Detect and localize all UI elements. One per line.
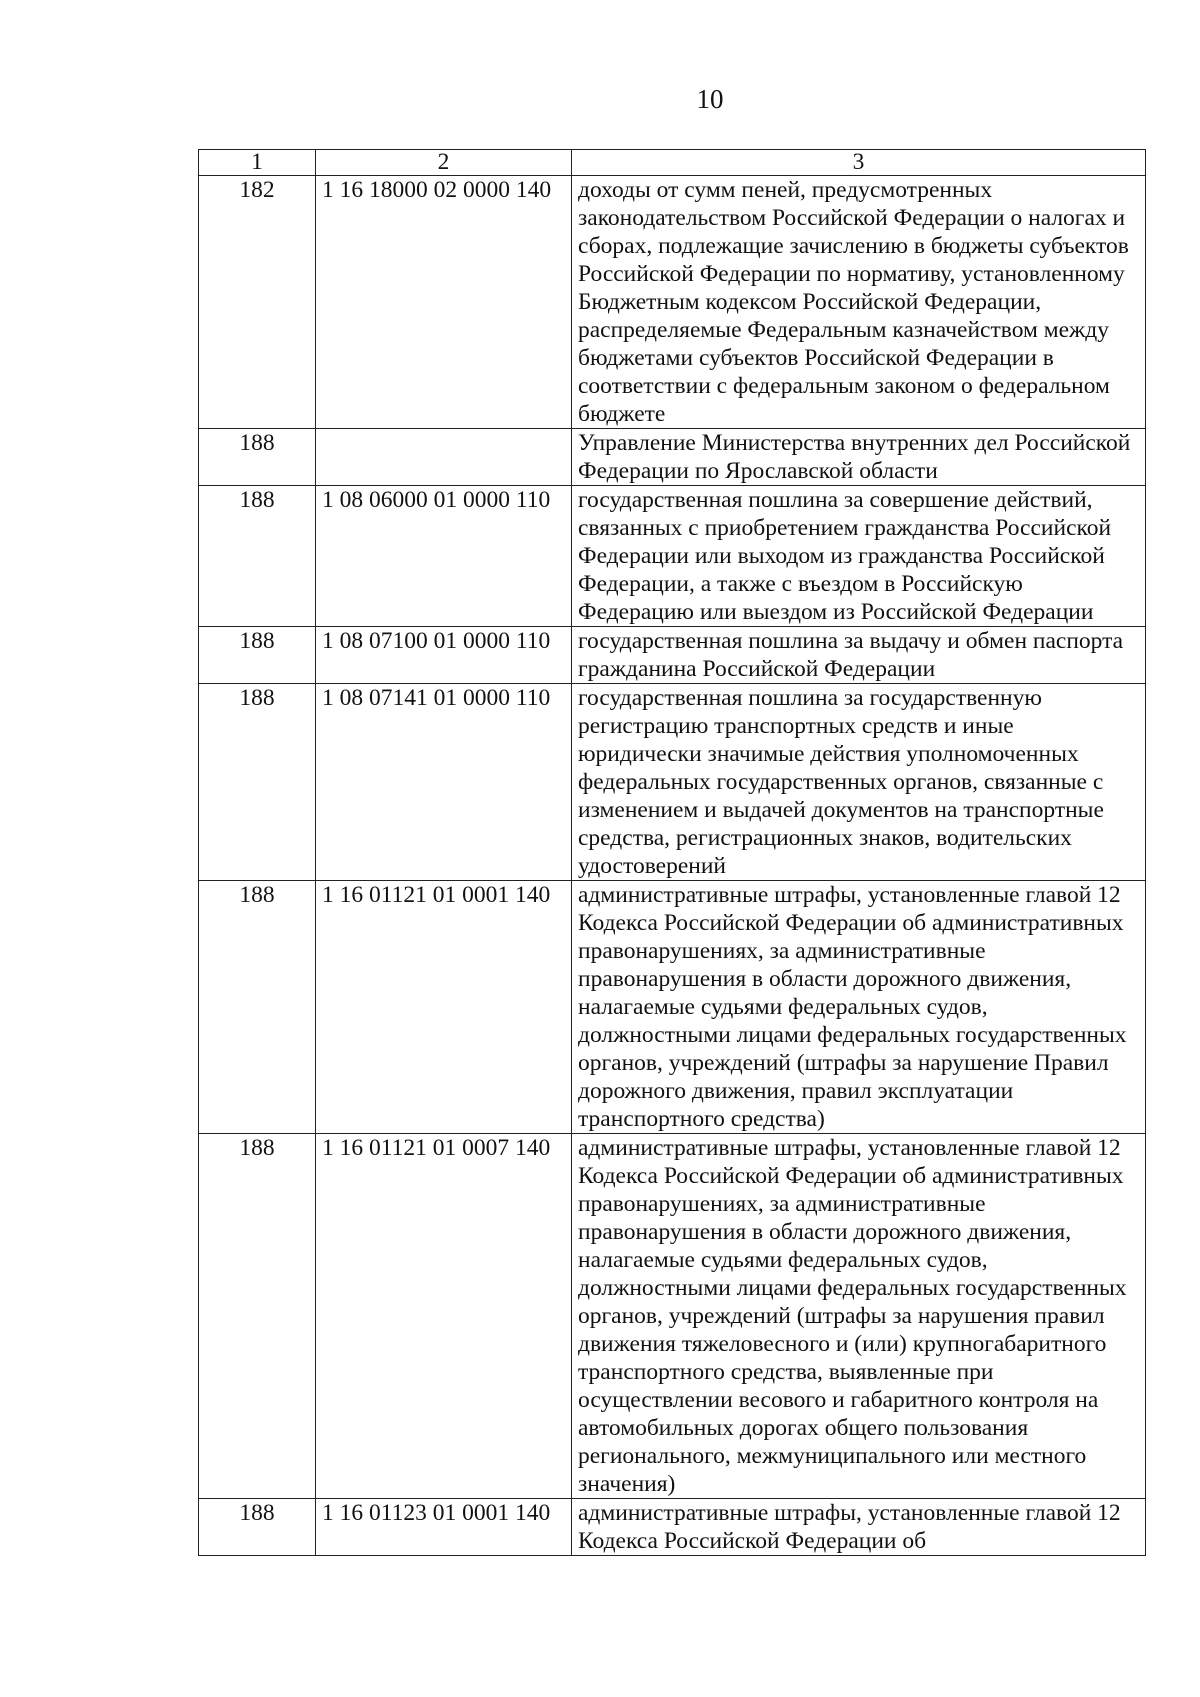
kbk-cell: 1 08 07100 01 0000 110 [316,627,572,684]
table-row [199,176,1146,429]
page-number: 10 [696,84,724,114]
table-row [199,429,1146,486]
column-header-3: 3 [572,150,1146,176]
admin-code-cell: 182 [199,176,316,429]
column-header-1: 1 [199,150,316,176]
table-row [199,486,1146,627]
budget-codes-table [198,149,1146,1556]
admin-code-cell: 188 [199,429,316,486]
column-header-2: 2 [316,150,572,176]
kbk-cell: 1 08 07141 01 0000 110 [316,684,572,881]
admin-code-cell: 188 [199,684,316,881]
kbk-cell: 1 16 01121 01 0007 140 [316,1134,572,1499]
admin-code-cell: 188 [199,881,316,1134]
admin-code-cell: 188 [199,1499,316,1556]
kbk-cell: 1 08 06000 01 0000 110 [316,486,572,627]
table-row [199,684,1146,881]
description-cell: административные штрафы, установленные главой 12 Кодекса Российской Федерации об [572,1499,1146,1556]
description-cell: административные штрафы, установленные главой 12 Кодекса Российской Федерации об административных правонарушениях, за административные правонарушения в области дорожного движения, налагаемые судьями федеральных судов, должностными лицами федеральных государственных органов, учреждений (штрафы за нарушения правил движения тяжеловесного и (или) крупногабаритного транспортного средства, выявленные при осуществлении весового и габаритного контроля на автомобильных дорогах общего пользования регионального, межмуниципального или местного значения) [572,1134,1146,1499]
description-cell: государственная пошлина за государственную регистрацию транспортных средств и иные юридически значимые действия уполномоченных федеральных государственных органов, связанные с изменением и выдачей документов на транспортные средства, регистрационных знаков, водительских удостоверений [572,684,1146,881]
admin-code-cell: 188 [199,1134,316,1499]
description-cell: государственная пошлина за совершение действий, связанных с приобретением гражданства Российской Федерации или выходом из гражданства Российской Федерации, а также с въездом в Российскую Федерацию или выездом из Российской Федерации [572,486,1146,627]
description-cell: административные штрафы, установленные главой 12 Кодекса Российской Федерации об административных правонарушениях, за административные правонарушения в области дорожного движения, налагаемые судьями федеральных судов, должностными лицами федеральных государственных органов, учреждений (штрафы за нарушение Правил дорожного движения, правил эксплуатации транспортного средства) [572,881,1146,1134]
description-cell: Управление Министерства внутренних дел Российской Федерации по Ярославской области [572,429,1146,486]
admin-code-cell: 188 [199,486,316,627]
description-cell: доходы от сумм пеней, предусмотренных законодательством Российской Федерации о налогах и сборах, подлежащие зачислению в бюджеты субъектов Российской Федерации по нормативу, установленному Бюджетным кодексом Российской Федерации, распределяемые Федеральным казначейством между бюджетами субъектов Российской Федерации в соответствии с федеральным законом о федеральном бюджете [572,176,1146,429]
table-row [199,881,1146,1134]
table-row [199,627,1146,684]
table-row [199,1499,1146,1556]
table-row [199,1134,1146,1499]
kbk-cell: 1 16 18000 02 0000 140 [316,176,572,429]
kbk-cell: 1 16 01123 01 0001 140 [316,1499,572,1556]
kbk-cell [316,429,572,486]
admin-code-cell: 188 [199,627,316,684]
kbk-cell: 1 16 01121 01 0001 140 [316,881,572,1134]
table-header-row [199,150,1146,176]
description-cell: государственная пошлина за выдачу и обмен паспорта гражданина Российской Федерации [572,627,1146,684]
